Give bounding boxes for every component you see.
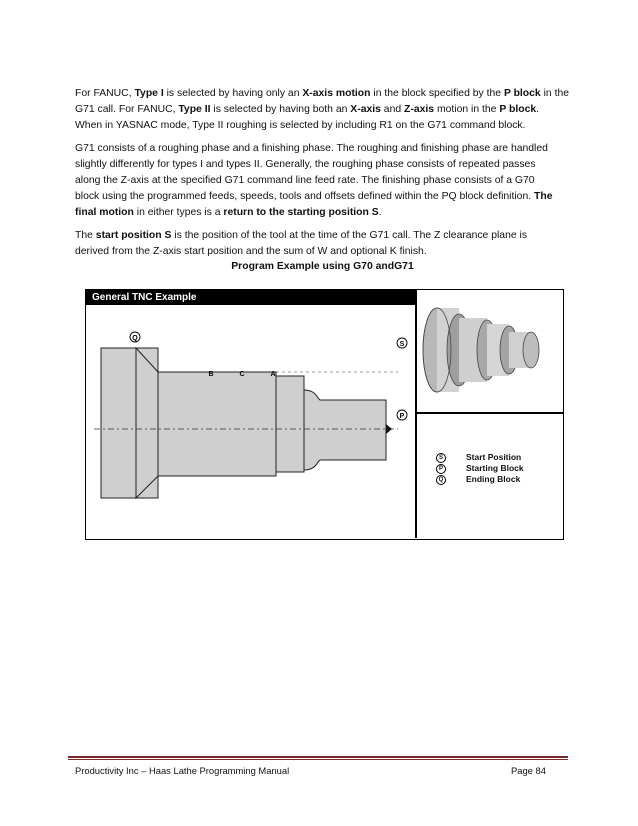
footer-manual-title: Productivity Inc – Haas Lathe Programming Manual — [75, 765, 290, 776]
tool-tip-icon — [386, 424, 392, 434]
footer-rule — [68, 756, 568, 758]
text-run: is selected by having both an — [210, 104, 351, 115]
marker-s — [397, 338, 407, 348]
text-run: in the block specified by the — [370, 88, 504, 99]
text-run: G71 call. For FANUC, — [75, 104, 179, 115]
bold-run: X-axis motion — [302, 88, 371, 99]
taper-section — [136, 348, 158, 498]
paragraph-start-position — [75, 228, 570, 260]
text-run: and — [380, 104, 405, 115]
bold-run: start position S — [95, 230, 172, 241]
marker-q — [130, 332, 140, 342]
bold-run: Type I — [134, 88, 164, 99]
marker-s-label: S — [399, 341, 405, 348]
text-run: in either types is a — [133, 207, 224, 218]
bold-run: final motion — [75, 207, 134, 218]
paragraph-type-selection — [75, 86, 570, 134]
text-run: derived from the Z-axis start position and the sum of W and optional K finish. — [75, 246, 427, 257]
legend-starting-block-label: Starting Block — [466, 463, 524, 473]
neck-section — [304, 390, 386, 470]
figure-legend — [436, 453, 556, 486]
text-run: . — [378, 207, 382, 218]
text-run: motion in the — [434, 104, 500, 115]
figure-divider-horizontal — [415, 412, 563, 414]
legend-row-ending-block — [436, 475, 556, 486]
tnc-example-figure — [85, 289, 564, 540]
bold-run: X-axis — [350, 104, 381, 115]
paragraph-g71-phases — [75, 141, 570, 221]
bold-run: Type II — [178, 104, 211, 115]
text-run: is selected by having only an — [163, 88, 303, 99]
legend-s-icon: S — [436, 453, 446, 463]
footer-page-number: Page 84 — [511, 765, 546, 776]
bold-run: P block — [499, 104, 537, 115]
text-run: slightly differently for types I and types II. Generally, the roughing phase consists of repeated passes — [75, 159, 536, 170]
bold-run: return to the starting position S — [223, 207, 379, 218]
figure-title: General TNC Example — [92, 292, 197, 303]
bold-run: P block — [503, 88, 541, 99]
text-run: along the Z-axis at the specified G71 command line feed rate. The finishing phase consists of a G70 — [75, 175, 535, 186]
step-a — [276, 376, 304, 472]
legend-start-label: Start Position — [466, 452, 522, 462]
marker-p-label: P — [399, 413, 405, 420]
middle-body — [158, 372, 276, 476]
section-label-c: C — [239, 371, 245, 378]
section-label-a: A — [270, 371, 276, 378]
text-run: When in YASNAC mode, Type II roughing is selected by including R1 on the G71 command block. — [75, 120, 526, 131]
bold-run: The — [534, 191, 553, 202]
legend-ending-block-label: Ending Block — [466, 474, 521, 484]
legend-p-icon: P — [436, 464, 446, 474]
marker-q-label: Q — [132, 335, 138, 342]
text-run: is the position of the tool at the time of the G71 call. The Z clearance plane is — [171, 230, 528, 241]
marker-p — [397, 410, 407, 420]
bold-run: Z-axis — [404, 104, 435, 115]
text-run: G71 consists of a roughing phase and a finishing phase. The roughing and finishing phase are handled — [75, 143, 548, 154]
workpiece-profile — [94, 348, 398, 498]
text-run: For FANUC, — [75, 88, 135, 99]
section-label-b: B — [208, 371, 214, 378]
text-run: in the — [540, 88, 570, 99]
text-run: block using the programmed feeds, speeds, tools and offsets defined within the PQ block definition. — [75, 191, 534, 202]
part-profile-drawing — [86, 290, 415, 538]
part-3d-illustration — [417, 292, 563, 410]
figure-caption: Program Example using G70 andG71 — [231, 261, 414, 272]
footer-rule-thin — [68, 759, 568, 760]
text-run: . — [536, 104, 540, 115]
text-run: The — [75, 230, 96, 241]
legend-q-icon: Q — [436, 475, 446, 485]
